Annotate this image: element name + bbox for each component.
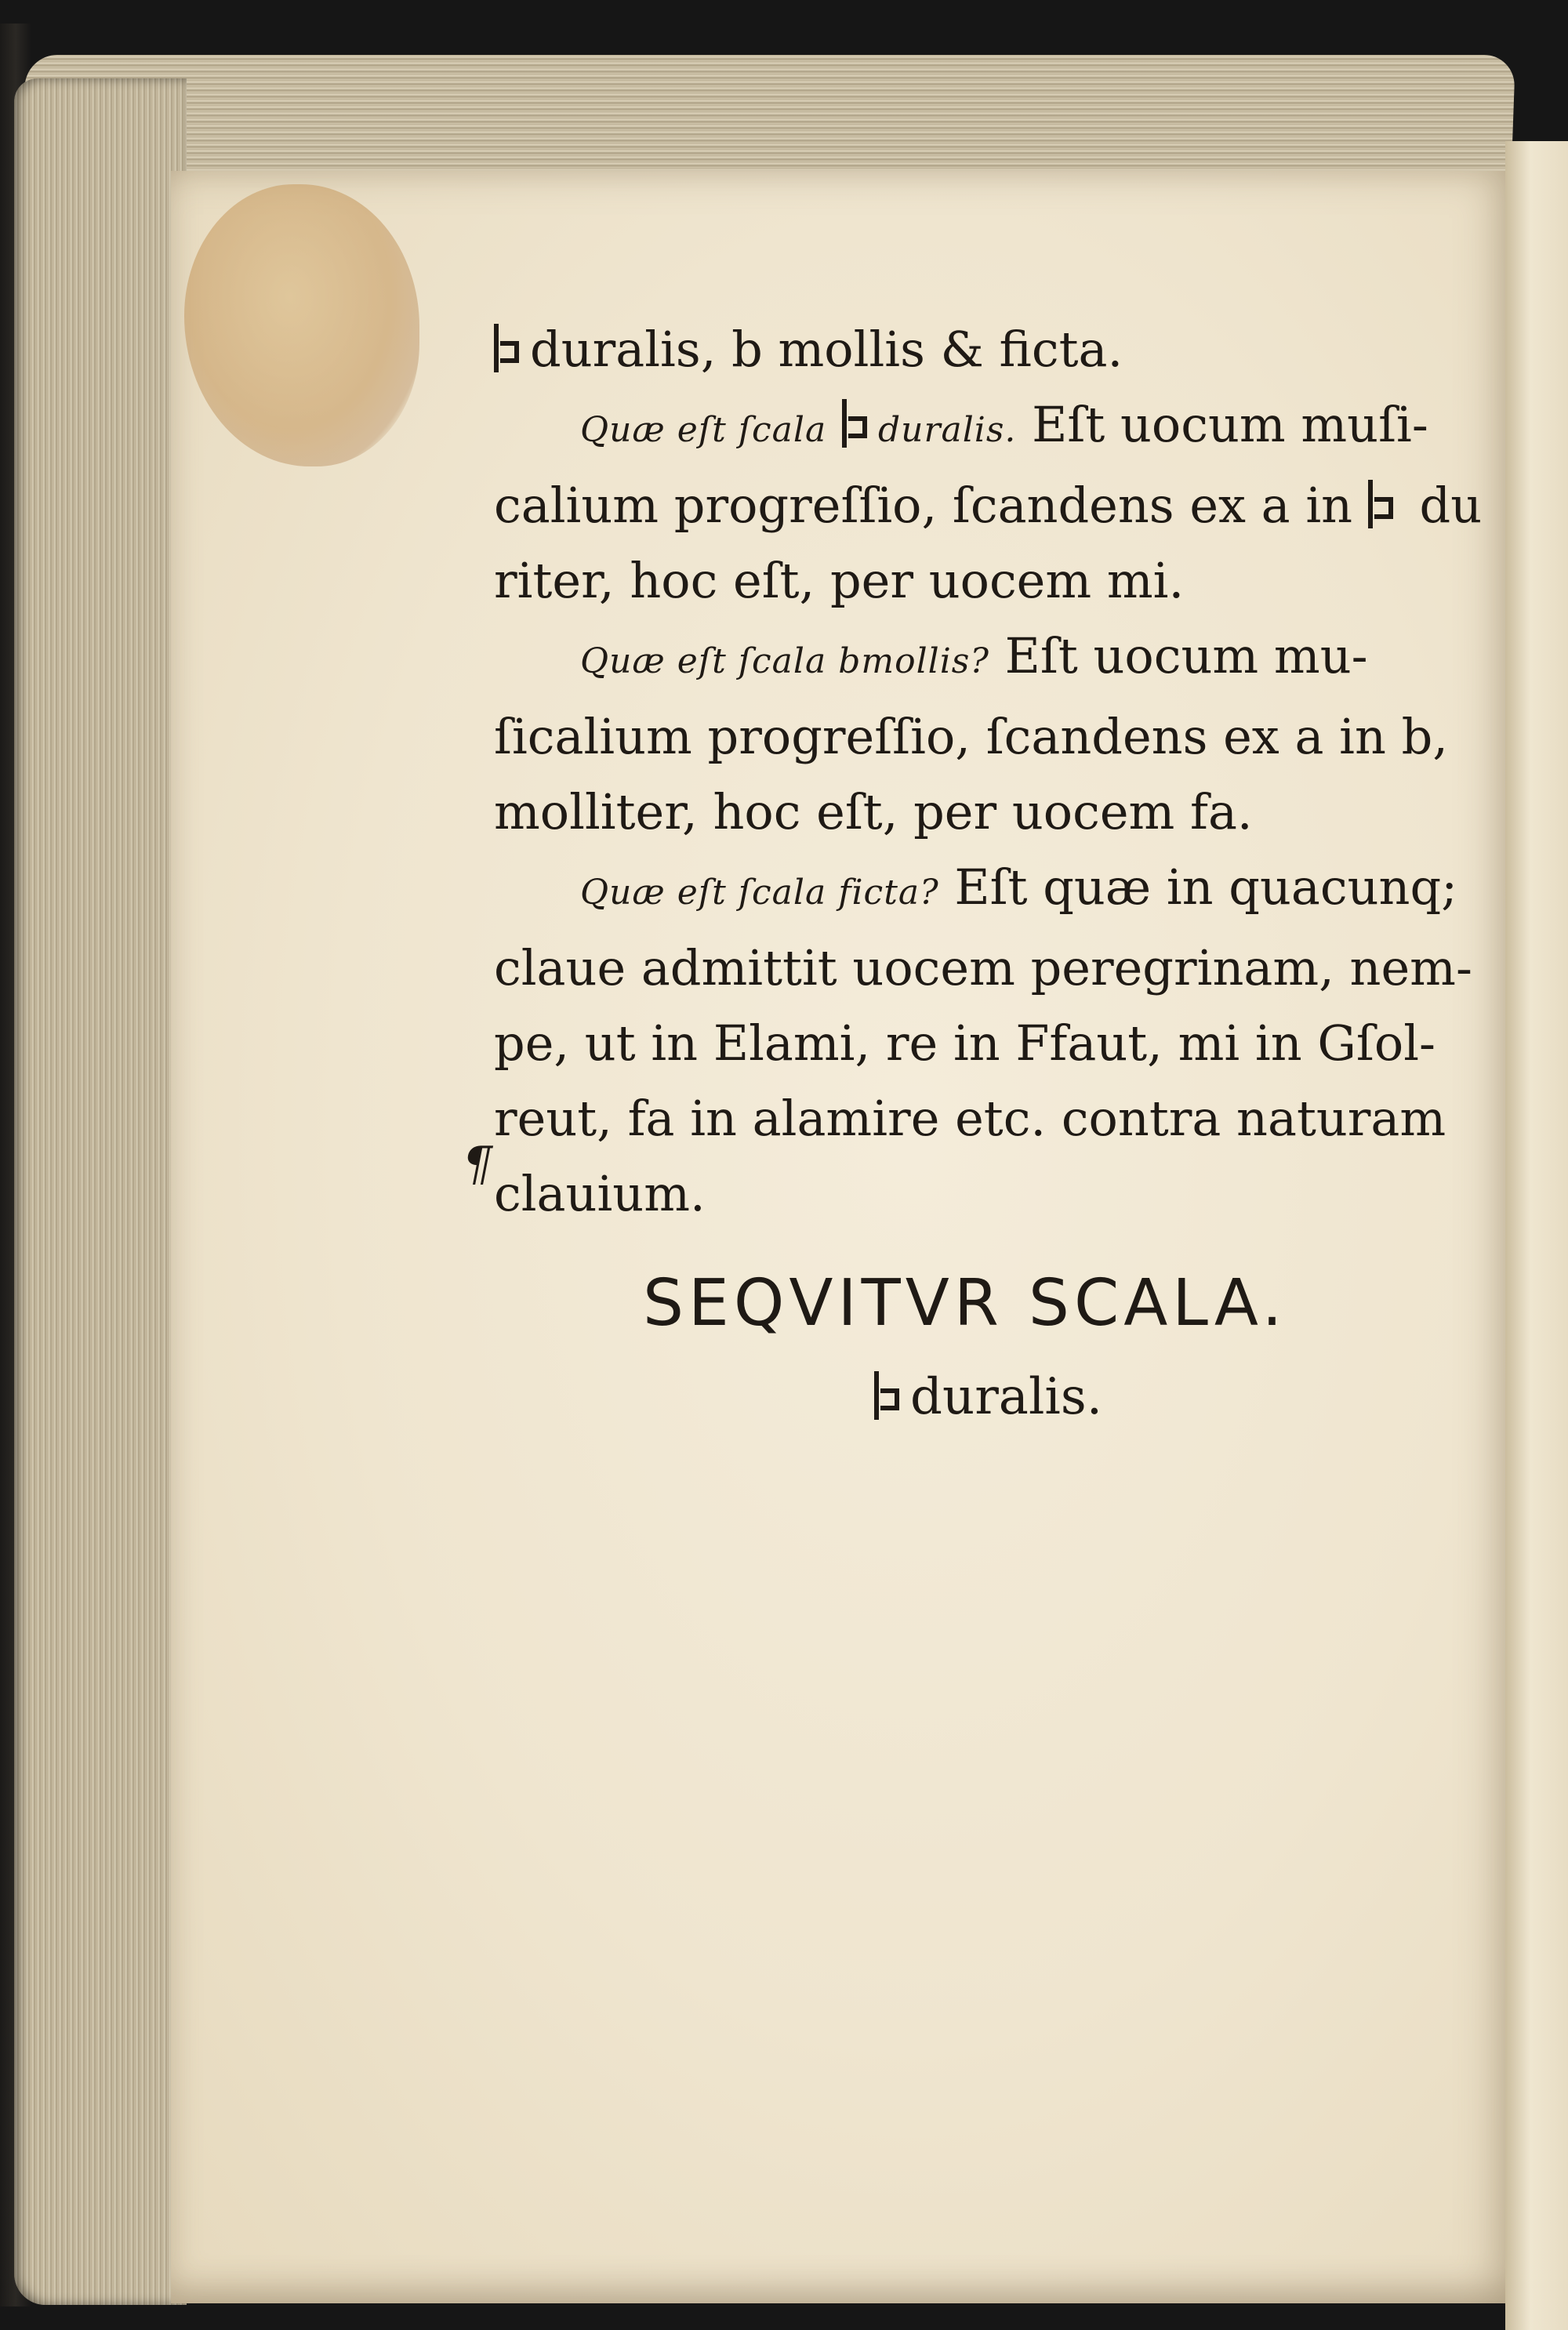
section-heading: SEQVITVR SCALA.: [643, 1266, 1287, 1341]
text-line-2: Quæ eſt ſcala duralis. Eſt uocum muſi-: [580, 396, 1428, 453]
book: [0, 24, 1568, 2306]
pilcrow-mark: ¶: [463, 1137, 493, 1192]
b-quadratum-symbol: [1368, 480, 1399, 528]
b-quadratum-symbol: [842, 399, 873, 448]
page-edges-left: [14, 78, 187, 2305]
text-line-11: reut, fa in alamire etc. contra naturam: [494, 1090, 1446, 1147]
page-edges-top: [21, 55, 1515, 188]
text-line-9: claue admittit uocem peregrinam, nem-: [494, 939, 1472, 996]
text-line-6: ſicalium progreſſio, ſcandens ex a in b,: [494, 708, 1448, 765]
text-line-10: pe, ut in Elami, re in Ffaut, mi in Gſol-: [494, 1014, 1436, 1072]
facing-page-sliver: [1505, 141, 1568, 2330]
section-subheading: duralis.: [874, 1368, 1102, 1426]
text-line-4: riter, hoc eſt, per uocem mi.: [494, 552, 1185, 609]
text-line-8: Quæ eſt ſcala ficta? Eſt quæ in quacunq;: [580, 858, 1458, 916]
b-quadratum-symbol: [874, 1371, 906, 1420]
text-line-3: calium progreſſio, ſcandens ex a in du: [494, 477, 1483, 534]
body-text: [494, 312, 1483, 1232]
text-line-1: duralis, b mollis & ficta.: [494, 312, 1450, 387]
text-line-5: Quæ eſt ſcala bmollis? Eſt uocum mu-: [580, 627, 1368, 684]
text-line-12: clauium.: [494, 1165, 706, 1222]
text-line-7: molliter, hoc eſt, per uocem fa.: [494, 783, 1253, 840]
b-quadratum-symbol: [494, 324, 525, 372]
